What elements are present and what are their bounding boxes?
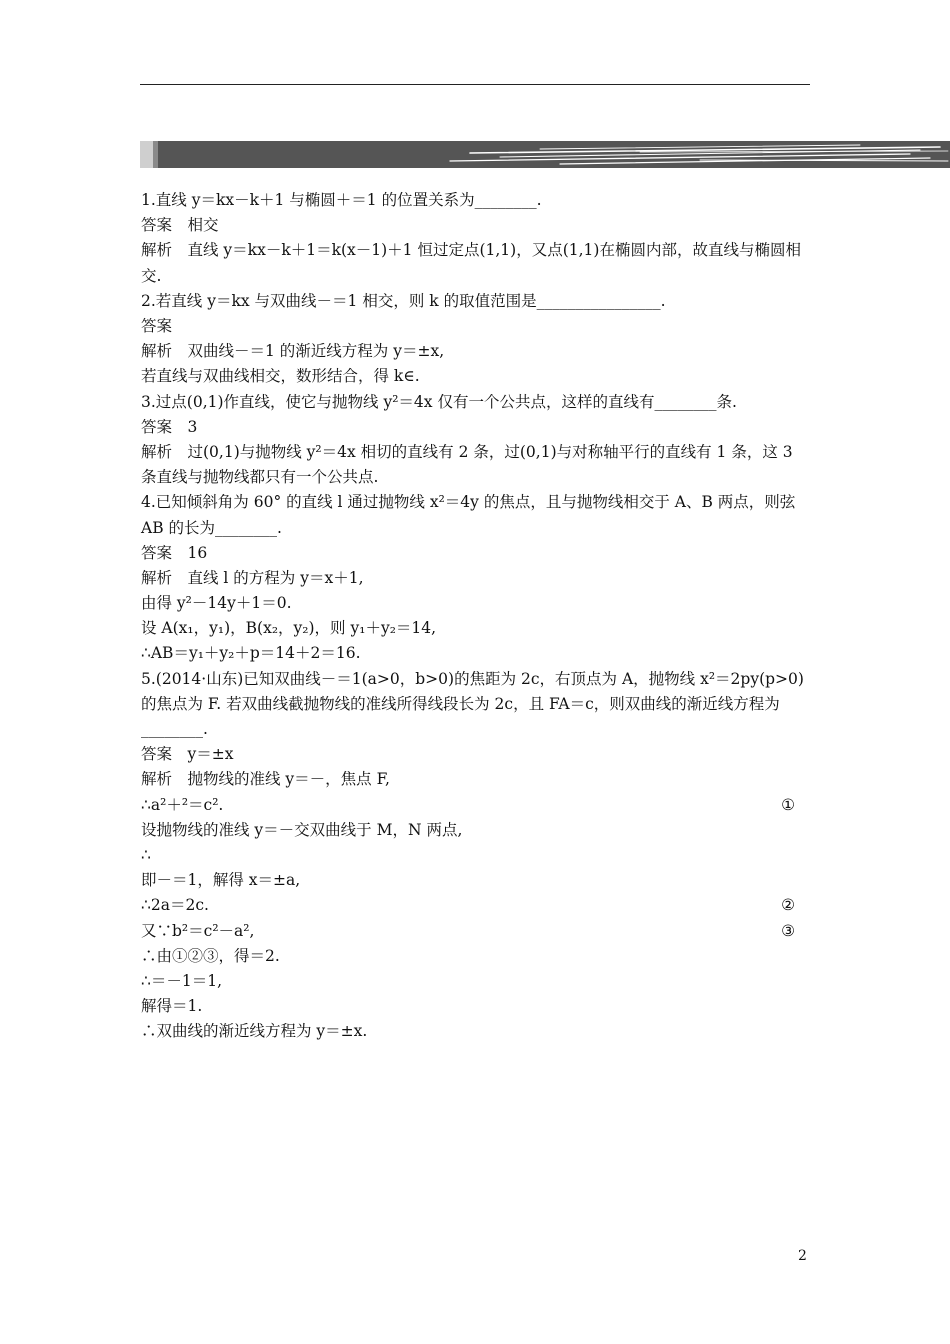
text-line [141, 969, 813, 994]
line-text: 若直线与双曲线相交，数形结合，得 k∈. [141, 367, 420, 386]
text-line [141, 868, 813, 893]
text-line [141, 390, 813, 415]
section-banner [140, 141, 950, 168]
text-line [141, 919, 813, 944]
line-text: 答案 [141, 316, 173, 335]
text-line [141, 793, 813, 818]
line-text: ∴a²＋²＝c². [141, 795, 224, 814]
line-text: 解析 直线 l 的方程为 y＝x＋1, [141, 568, 364, 587]
text-line [141, 440, 813, 490]
line-text: 答案 16 [141, 543, 208, 562]
line-text: 解析 抛物线的准线 y＝－，焦点 F, [141, 770, 390, 789]
document-body [141, 188, 813, 1045]
text-line [141, 818, 813, 843]
line-text: 设 A(x₁，y₁)，B(x₂，y₂)，则 y₁＋y₂＝14, [141, 619, 437, 638]
text-line [141, 490, 813, 540]
line-text: 5.(2014·山东)已知双曲线－＝1(a>0，b>0)的焦距为 2c，右顶点为 A，抛物线 x²＝2py(p>0)的焦点为 F. 若双曲线截抛物线的准线所得线段长为 2c，且 FA＝c，则双曲线的渐近线方程为________. [141, 669, 804, 739]
text-line [141, 1019, 813, 1044]
line-text: 解析 过(0,1)与抛物线 y²＝4x 相切的直线有 2 条，过(0,1)与对称轴平行的直线有 1 条，这 3 条直线与抛物线都只有一个公共点. [141, 442, 793, 487]
line-text: ∴由①②③，得＝2. [141, 946, 280, 965]
equation-marker: ③ [781, 921, 795, 940]
line-text: 2.若直线 y＝kx 与双曲线－＝1 相交，则 k 的取值范围是________________. [141, 291, 666, 310]
text-line [141, 994, 813, 1019]
text-line [141, 314, 813, 339]
text-line [141, 893, 813, 918]
text-line [141, 415, 813, 440]
line-text: 设抛物线的准线 y＝－交双曲线于 M，N 两点, [141, 820, 463, 839]
text-line [141, 843, 813, 868]
line-text: ∴2a＝2c. [141, 896, 209, 915]
text-line [141, 566, 813, 591]
text-line [141, 944, 813, 969]
line-text: ∴AB＝y₁＋y₂＋p＝14＋2＝16. [141, 644, 361, 663]
header-rule [140, 84, 810, 85]
line-text: 答案 y＝±x [141, 745, 234, 764]
line-text: 即－＝1，解得 x＝±a, [141, 871, 301, 890]
text-line [141, 742, 813, 767]
line-text: 解析 双曲线－＝1 的渐近线方程为 y＝±x, [141, 342, 445, 361]
text-line [141, 616, 813, 641]
text-line [141, 667, 813, 743]
text-line [141, 364, 813, 389]
line-text: ∴＝－1＝1, [141, 971, 223, 990]
line-text: 由得 y²－14y＋1＝0. [141, 594, 292, 613]
text-line [141, 289, 813, 314]
equation-marker: ① [781, 795, 795, 814]
text-line [141, 188, 813, 213]
line-text: 4.已知倾斜角为 60° 的直线 l 通过抛物线 x²＝4y 的焦点，且与抛物线相交于 A、B 两点，则弦 AB 的长为________. [141, 493, 796, 537]
line-text: 答案 相交 [141, 216, 219, 235]
line-text: 答案 3 [141, 417, 198, 436]
text-line [141, 339, 813, 364]
text-line [141, 767, 813, 792]
line-text: ∴ [141, 846, 151, 865]
line-text: 解析 直线 y＝kx－k＋1＝k(x－1)＋1 恒过定点(1,1)，又点(1,1)在椭圆内部，故直线与椭圆相交. [141, 241, 801, 285]
text-line [141, 591, 813, 616]
line-text: 解得＝1. [141, 997, 203, 1016]
text-line [141, 213, 813, 238]
text-line [141, 541, 813, 566]
line-text: 3.过点(0,1)作直线，使它与抛物线 y²＝4x 仅有一个公共点，这样的直线有________条. [141, 392, 737, 411]
page-number: 2 [798, 1248, 807, 1264]
text-line [141, 641, 813, 666]
text-line [141, 238, 813, 288]
line-text: 1.直线 y＝kx－k＋1 与椭圆＋＝1 的位置关系为________. [141, 191, 542, 209]
line-text: ∴双曲线的渐近线方程为 y＝±x. [141, 1022, 368, 1041]
line-text: 又∵b²＝c²－a², [141, 921, 255, 940]
equation-marker: ② [781, 896, 795, 915]
